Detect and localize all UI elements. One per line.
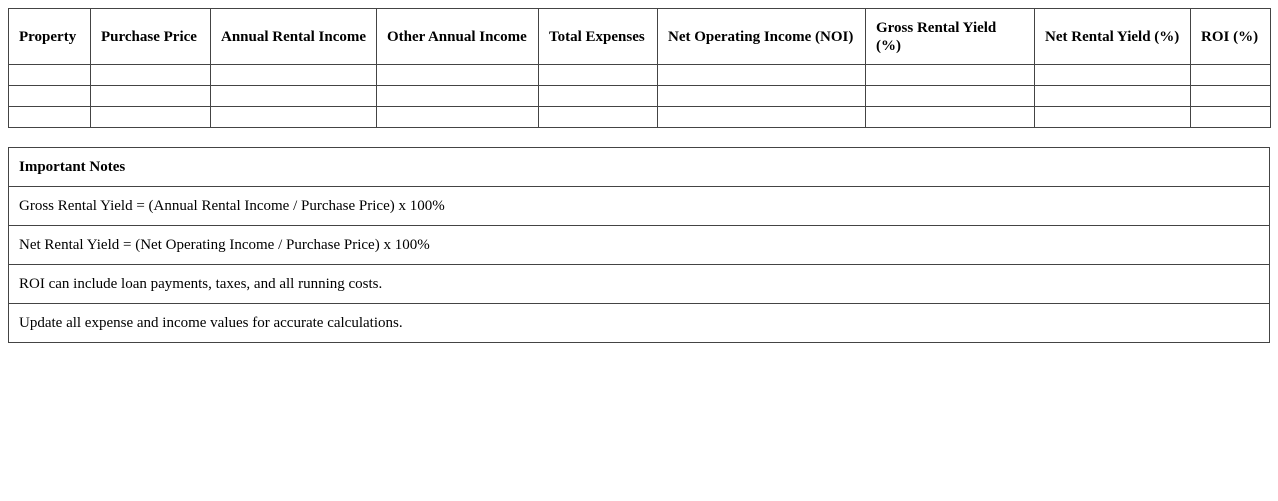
table-cell[interactable] <box>211 65 377 86</box>
net-rental-yield-input[interactable] <box>1035 65 1190 85</box>
table-cell[interactable] <box>9 65 91 86</box>
list-item <box>9 265 1270 304</box>
table-cell[interactable] <box>1035 86 1191 107</box>
table-cell[interactable] <box>658 107 866 128</box>
other-annual-income-input[interactable] <box>377 107 538 127</box>
note-update-values: Update all expense and income values for accurate calculations. <box>9 304 1270 343</box>
list-item <box>9 226 1270 265</box>
other-annual-income-input[interactable] <box>377 65 538 85</box>
table-cell[interactable] <box>91 65 211 86</box>
table-cell[interactable] <box>377 86 539 107</box>
table-cell[interactable] <box>539 86 658 107</box>
important-notes-table <box>8 147 1270 343</box>
header-gross-rental-yield: Gross Rental Yield (%) <box>866 9 1035 65</box>
purchase-price-input[interactable] <box>91 107 210 127</box>
table-cell[interactable] <box>211 86 377 107</box>
net-rental-yield-input[interactable] <box>1035 107 1190 127</box>
table-row <box>9 107 1271 128</box>
total-expenses-input[interactable] <box>539 107 657 127</box>
list-item <box>9 304 1270 343</box>
table-cell[interactable] <box>658 65 866 86</box>
rental-yield-table <box>8 8 1271 128</box>
table-cell[interactable] <box>1191 107 1271 128</box>
table-cell[interactable] <box>1191 86 1271 107</box>
table-cell[interactable] <box>539 65 658 86</box>
notes-title: Important Notes <box>9 148 1270 187</box>
annual-rental-income-input[interactable] <box>211 107 376 127</box>
table-header-row <box>9 9 1271 65</box>
header-net-rental-yield: Net Rental Yield (%) <box>1035 9 1191 65</box>
header-other-annual-income: Other Annual Income <box>377 9 539 65</box>
property-input[interactable] <box>9 65 90 85</box>
table-cell[interactable] <box>866 65 1035 86</box>
roi-input[interactable] <box>1191 107 1270 127</box>
annual-rental-income-input[interactable] <box>211 65 376 85</box>
header-roi: ROI (%) <box>1191 9 1271 65</box>
table-cell[interactable] <box>539 107 658 128</box>
noi-input[interactable] <box>658 86 865 106</box>
table-cell[interactable] <box>1035 65 1191 86</box>
net-rental-yield-input[interactable] <box>1035 86 1190 106</box>
header-noi: Net Operating Income (NOI) <box>658 9 866 65</box>
header-purchase-price: Purchase Price <box>91 9 211 65</box>
table-cell[interactable] <box>91 107 211 128</box>
table-cell[interactable] <box>866 86 1035 107</box>
notes-header-row <box>9 148 1270 187</box>
roi-input[interactable] <box>1191 86 1270 106</box>
purchase-price-input[interactable] <box>91 65 210 85</box>
list-item <box>9 187 1270 226</box>
note-net-rental-yield: Net Rental Yield = (Net Operating Income / Purchase Price) x 100% <box>9 226 1270 265</box>
total-expenses-input[interactable] <box>539 86 657 106</box>
total-expenses-input[interactable] <box>539 65 657 85</box>
gross-rental-yield-input[interactable] <box>866 86 1034 106</box>
gross-rental-yield-input[interactable] <box>866 65 1034 85</box>
note-roi: ROI can include loan payments, taxes, and all running costs. <box>9 265 1270 304</box>
table-cell[interactable] <box>377 65 539 86</box>
table-cell[interactable] <box>9 107 91 128</box>
noi-input[interactable] <box>658 107 865 127</box>
header-property: Property <box>9 9 91 65</box>
property-input[interactable] <box>9 86 90 106</box>
roi-input[interactable] <box>1191 65 1270 85</box>
table-cell[interactable] <box>91 86 211 107</box>
table-cell[interactable] <box>211 107 377 128</box>
table-cell[interactable] <box>658 86 866 107</box>
table-cell[interactable] <box>1191 65 1271 86</box>
property-input[interactable] <box>9 107 90 127</box>
gross-rental-yield-input[interactable] <box>866 107 1034 127</box>
table-cell[interactable] <box>9 86 91 107</box>
purchase-price-input[interactable] <box>91 86 210 106</box>
other-annual-income-input[interactable] <box>377 86 538 106</box>
noi-input[interactable] <box>658 65 865 85</box>
header-total-expenses: Total Expenses <box>539 9 658 65</box>
note-gross-rental-yield: Gross Rental Yield = (Annual Rental Income / Purchase Price) x 100% <box>9 187 1270 226</box>
annual-rental-income-input[interactable] <box>211 86 376 106</box>
header-annual-rental-income: Annual Rental Income <box>211 9 377 65</box>
table-row <box>9 65 1271 86</box>
table-row <box>9 86 1271 107</box>
table-cell[interactable] <box>377 107 539 128</box>
table-cell[interactable] <box>1035 107 1191 128</box>
table-cell[interactable] <box>866 107 1035 128</box>
